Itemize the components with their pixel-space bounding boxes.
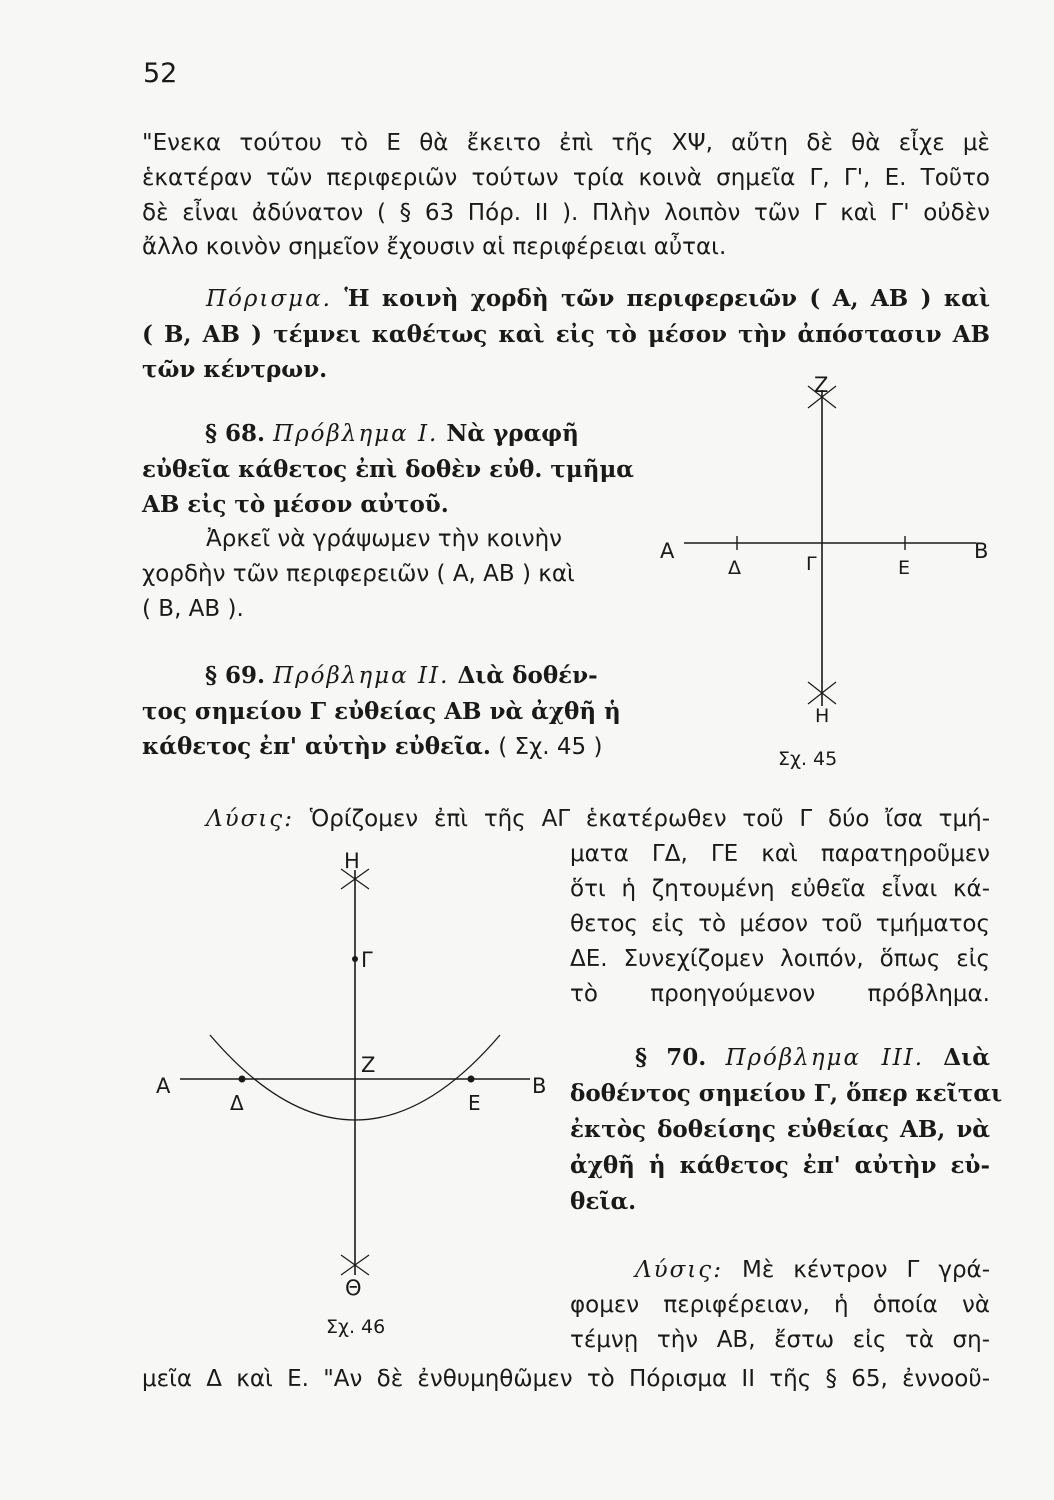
s69-heading	[205, 659, 598, 693]
para1-line1: "Ενεκα τούτου τὸ Ε θὰ ἔκειτο ἐπὶ τῆς ΧΨ, αὔτη δὲ θὰ εἶχε μὲ	[142, 130, 990, 156]
fig45-label-d: Δ	[728, 557, 741, 579]
fig46-label-h: Η	[344, 849, 360, 873]
fig46-label-g: Γ	[361, 948, 373, 972]
lysis2-line4: μεῖα Δ καὶ Ε. "Αν δὲ ἐνθυμηθῶμεν τὸ Πόρισμα II τῆς § 65, ἐννοοῦ-	[142, 1366, 990, 1392]
s70-title2: δοθέντος σημείου Γ, ὅπερ κεῖται	[570, 1080, 1003, 1107]
fig46-point-g	[352, 956, 358, 962]
page-number: 52	[143, 58, 178, 89]
fig46-point-d	[239, 1076, 246, 1083]
lysis2-line2: φομεν περιφέρειαν, ἡ ὁποία νὰ	[570, 1292, 990, 1318]
fig45-label-g: Γ	[806, 553, 817, 575]
lysis2-line1	[635, 1253, 990, 1287]
porisma-text1: Ἡ κοινὴ χορδὴ τῶν περιφερειῶν ( Α, ΑΒ ) καὶ	[344, 285, 990, 312]
s68-body3: ( Β, ΑΒ ).	[142, 596, 244, 622]
lysis1-line4: θετος εἰς τὸ μέσον τοῦ τμήματος	[570, 911, 990, 937]
s68-num: § 68.	[205, 420, 266, 447]
s68-label: Πρόβλημα I.	[273, 421, 439, 447]
s68-title1: Νὰ γραφῆ	[446, 420, 579, 447]
s70-label: Πρόβλημα III.	[725, 1045, 925, 1071]
fig46-label-b: B	[532, 1074, 547, 1098]
porisma-line3: τῶν κέντρων.	[142, 356, 328, 383]
fig45-label-h: Η	[815, 705, 830, 727]
s69-title2: τος σημείου Γ εὐθείας ΑΒ νὰ ἀχθῆ ἡ	[142, 698, 621, 725]
s68-heading	[205, 417, 579, 451]
lysis1-line1	[206, 802, 990, 836]
porisma-label: Πόρισμα.	[206, 286, 332, 312]
para1-line3: δὲ εἶναι ἀδύνατον ( § 63 Πόρ. II ). Πλὴν λοιπὸν τῶν Γ καὶ Γ' οὐδὲν	[142, 200, 990, 226]
fig46-label-th: Θ	[345, 1276, 362, 1300]
lysis1-line5: ΔΕ. Συνεχίζομεν λοιπόν, ὅπως εἰς	[570, 946, 990, 972]
fig45-label-b: B	[974, 539, 989, 563]
s68-title3: ΑΒ εἰς τὸ μέσον αὐτοῦ.	[142, 491, 449, 518]
lysis1-line3: ὅτι ἡ ζητουμένη εὐθεῖα εἶναι κά-	[570, 876, 990, 902]
fig46-label-z: Z	[361, 1053, 376, 1077]
fig46-label-d: Δ	[230, 1091, 244, 1115]
figure-46	[150, 835, 560, 1340]
s70-title4: ἀχθῆ ἡ κάθετος ἐπ' αὐτὴν εὐ-	[570, 1152, 990, 1179]
s70-title3: ἐκτὸς δοθείσης εὐθείας ΑΒ, νὰ	[570, 1116, 990, 1143]
lysis1-line2: ματα ΓΔ, ΓΕ καὶ παρατηροῦμεν	[570, 841, 990, 867]
lysis1-label: Λύσις:	[206, 806, 294, 832]
porisma-line2: ( Β, ΑΒ ) τέμνει καθέτως καὶ εἰς τὸ μέσον τὴν ἀπόστασιν ΑΒ	[142, 321, 990, 348]
porisma-line1	[206, 282, 990, 316]
lysis1-line6: τὸ προηγούμενον πρόβλημα.	[570, 981, 990, 1007]
fig46-caption: Σχ. 46	[326, 1316, 386, 1338]
figure-45	[640, 360, 1000, 780]
para1-line4: ἄλλο κοινὸν σημεῖον ἔχουσιν αἱ περιφέρειαι αὖται.	[142, 234, 727, 260]
s70-num: § 70.	[635, 1044, 707, 1071]
fig46-label-e: Ε	[468, 1091, 481, 1115]
s70-title1: Διὰ	[943, 1044, 990, 1071]
para1-line2: ἑκατέραν τῶν περιφεριῶν τούτων τρία κοινὰ σημεῖα Γ, Γ', Ε. Τοῦτο	[142, 165, 990, 191]
fig45-label-z: Z	[814, 373, 829, 397]
fig46-point-e	[468, 1076, 475, 1083]
lysis2-line3: τέμνῃ τὴν ΑΒ, ἔστω εἰς τὰ ση-	[570, 1327, 990, 1353]
s69-title1: Διὰ δοθέν-	[457, 662, 598, 689]
fig45-label-e: Ε	[898, 557, 911, 579]
s69-ref: ( Σχ. 45 )	[498, 734, 603, 760]
s68-title2: εὐθεῖα κάθετος ἐπὶ δοθὲν εὐθ. τμῆμα	[142, 456, 634, 483]
fig45-label-a: A	[660, 539, 675, 563]
s69-label: Πρόβλημα II.	[273, 663, 450, 689]
s68-body1: Ἀρκεῖ νὰ γράψωμεν τὴν κοινὴν	[206, 526, 563, 552]
lysis2-label: Λύσις:	[635, 1257, 723, 1283]
s68-body2: χορδὴν τῶν περιφερειῶν ( Α, ΑΒ ) καὶ	[142, 561, 575, 587]
s69-num: § 69.	[205, 662, 266, 689]
lysis2-text1: Μὲ κέντρον Γ γρά-	[741, 1257, 991, 1283]
fig46-label-a: A	[156, 1074, 171, 1098]
s69-title3: κάθετος ἐπ' αὐτὴν εὐθεῖα.	[142, 733, 491, 760]
s70-heading	[635, 1041, 990, 1075]
s69-title3-line	[142, 730, 602, 764]
s70-title5: θεῖα.	[570, 1188, 637, 1215]
lysis1-text1: Ὁρίζομεν ἐπὶ τῆς ΑΓ ἑκατέρωθεν τοῦ Γ δύο ἴσα τμή-	[309, 806, 990, 832]
fig45-caption: Σχ. 45	[778, 748, 838, 770]
